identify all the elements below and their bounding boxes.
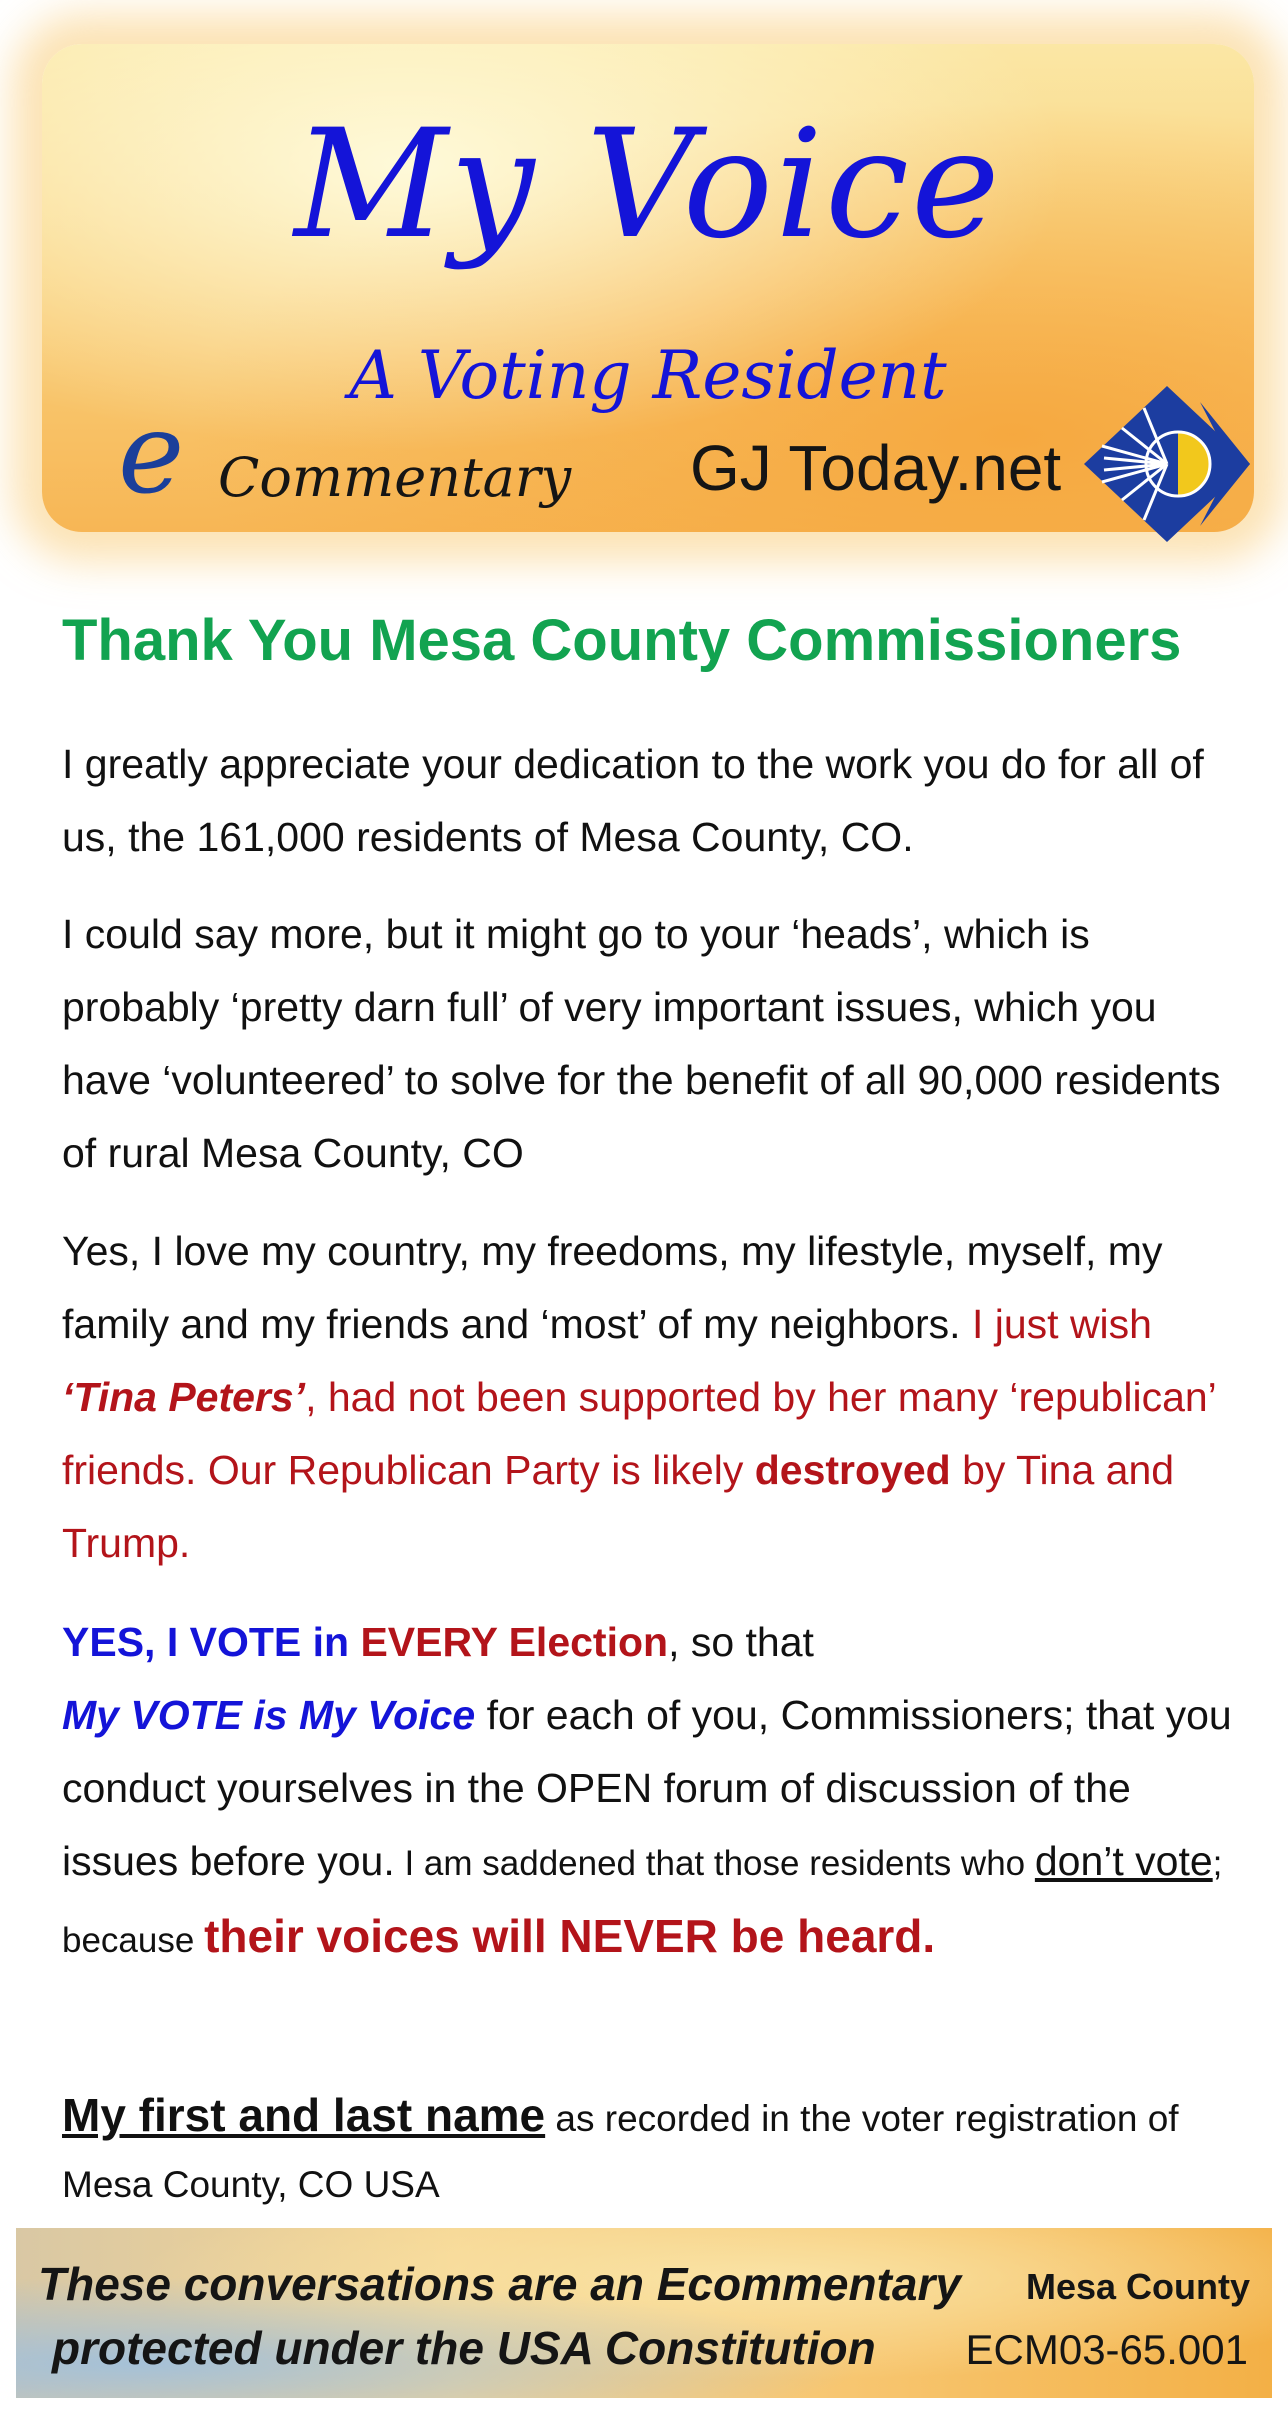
p5-name-label: My first and last name — [62, 2089, 546, 2141]
gj-today-sun-logo-icon — [1082, 384, 1252, 544]
p4-text-e: for each of you, Commissioners; that you conduct yourselves in the OPEN forum of discussion of the issues before you. — [62, 1692, 1232, 1884]
footer-banner — [16, 2228, 1272, 2398]
p3-destroyed: destroyed — [754, 1447, 951, 1493]
p3-text-f: by Tina and Trump. — [62, 1447, 1175, 1566]
site-name: GJ Today.net — [690, 432, 1062, 504]
p4-never-heard: their voices will NEVER be heard. — [204, 1910, 936, 1962]
p3-tina-peters: ‘Tina Peters’ — [62, 1374, 306, 1420]
p4-so-that: , so that — [668, 1619, 814, 1665]
paragraph-vote — [62, 1606, 1242, 1977]
footer-county: Mesa County — [1025, 2266, 1250, 2307]
footer-line-1: These conversations are an Ecommentary — [38, 2258, 961, 2310]
banner-title: My Voice — [294, 98, 1002, 272]
p3-text-a: Yes, I love my country, my freedoms, my lifestyle, myself, my family and my friends and ‘most’ of my neighbors. — [62, 1228, 1163, 1347]
footer-line-2: protected under the USA Constitution — [52, 2322, 876, 2374]
p4-text-h: ; because — [62, 1844, 1223, 1960]
header-banner — [42, 44, 1254, 532]
paragraph-appreciation: I greatly appreciate your dedication to the work you do for all of us, the 161,000 residents of Mesa County, CO. — [62, 741, 1204, 860]
commentary-label: Commentary — [218, 446, 572, 509]
banner-subtitle: A Voting Resident — [349, 337, 947, 414]
paragraph-heads: I could say more, but it might go to your ‘heads’, which is probably ‘pretty darn full’ of very important issues, which you have ‘volunteered’ to solve for the benefit of all 90,000 residents of rural Mesa County, CO — [62, 911, 1221, 1176]
p4-every-election: EVERY Election — [349, 1619, 669, 1665]
p4-yes-i-vote: YES, I VOTE in — [62, 1619, 350, 1665]
article-heading: Thank You Mesa County Commissioners — [62, 608, 1182, 673]
p4-dont-vote: don’t vote — [1034, 1838, 1213, 1884]
p4-text-f: I am saddened that those residents who — [394, 1844, 1035, 1883]
paragraph-signature — [62, 2082, 1242, 2218]
p3-text-d: , had not been supported by her many ‘republican’ friends. Our Republican Party is likely — [62, 1374, 1216, 1493]
p3-text-b: I just wish — [971, 1301, 1152, 1347]
p4-my-vote-my-voice: My VOTE is My Voice — [62, 1692, 476, 1738]
paragraph-love-country — [62, 1215, 1242, 1580]
p5-text-b: as recorded in the voter registration of Mesa County, CO USA — [62, 2098, 1179, 2205]
ecommentary-e-logo: e — [118, 389, 185, 519]
footer-code: ECM03-65.001 — [965, 2326, 1248, 2373]
